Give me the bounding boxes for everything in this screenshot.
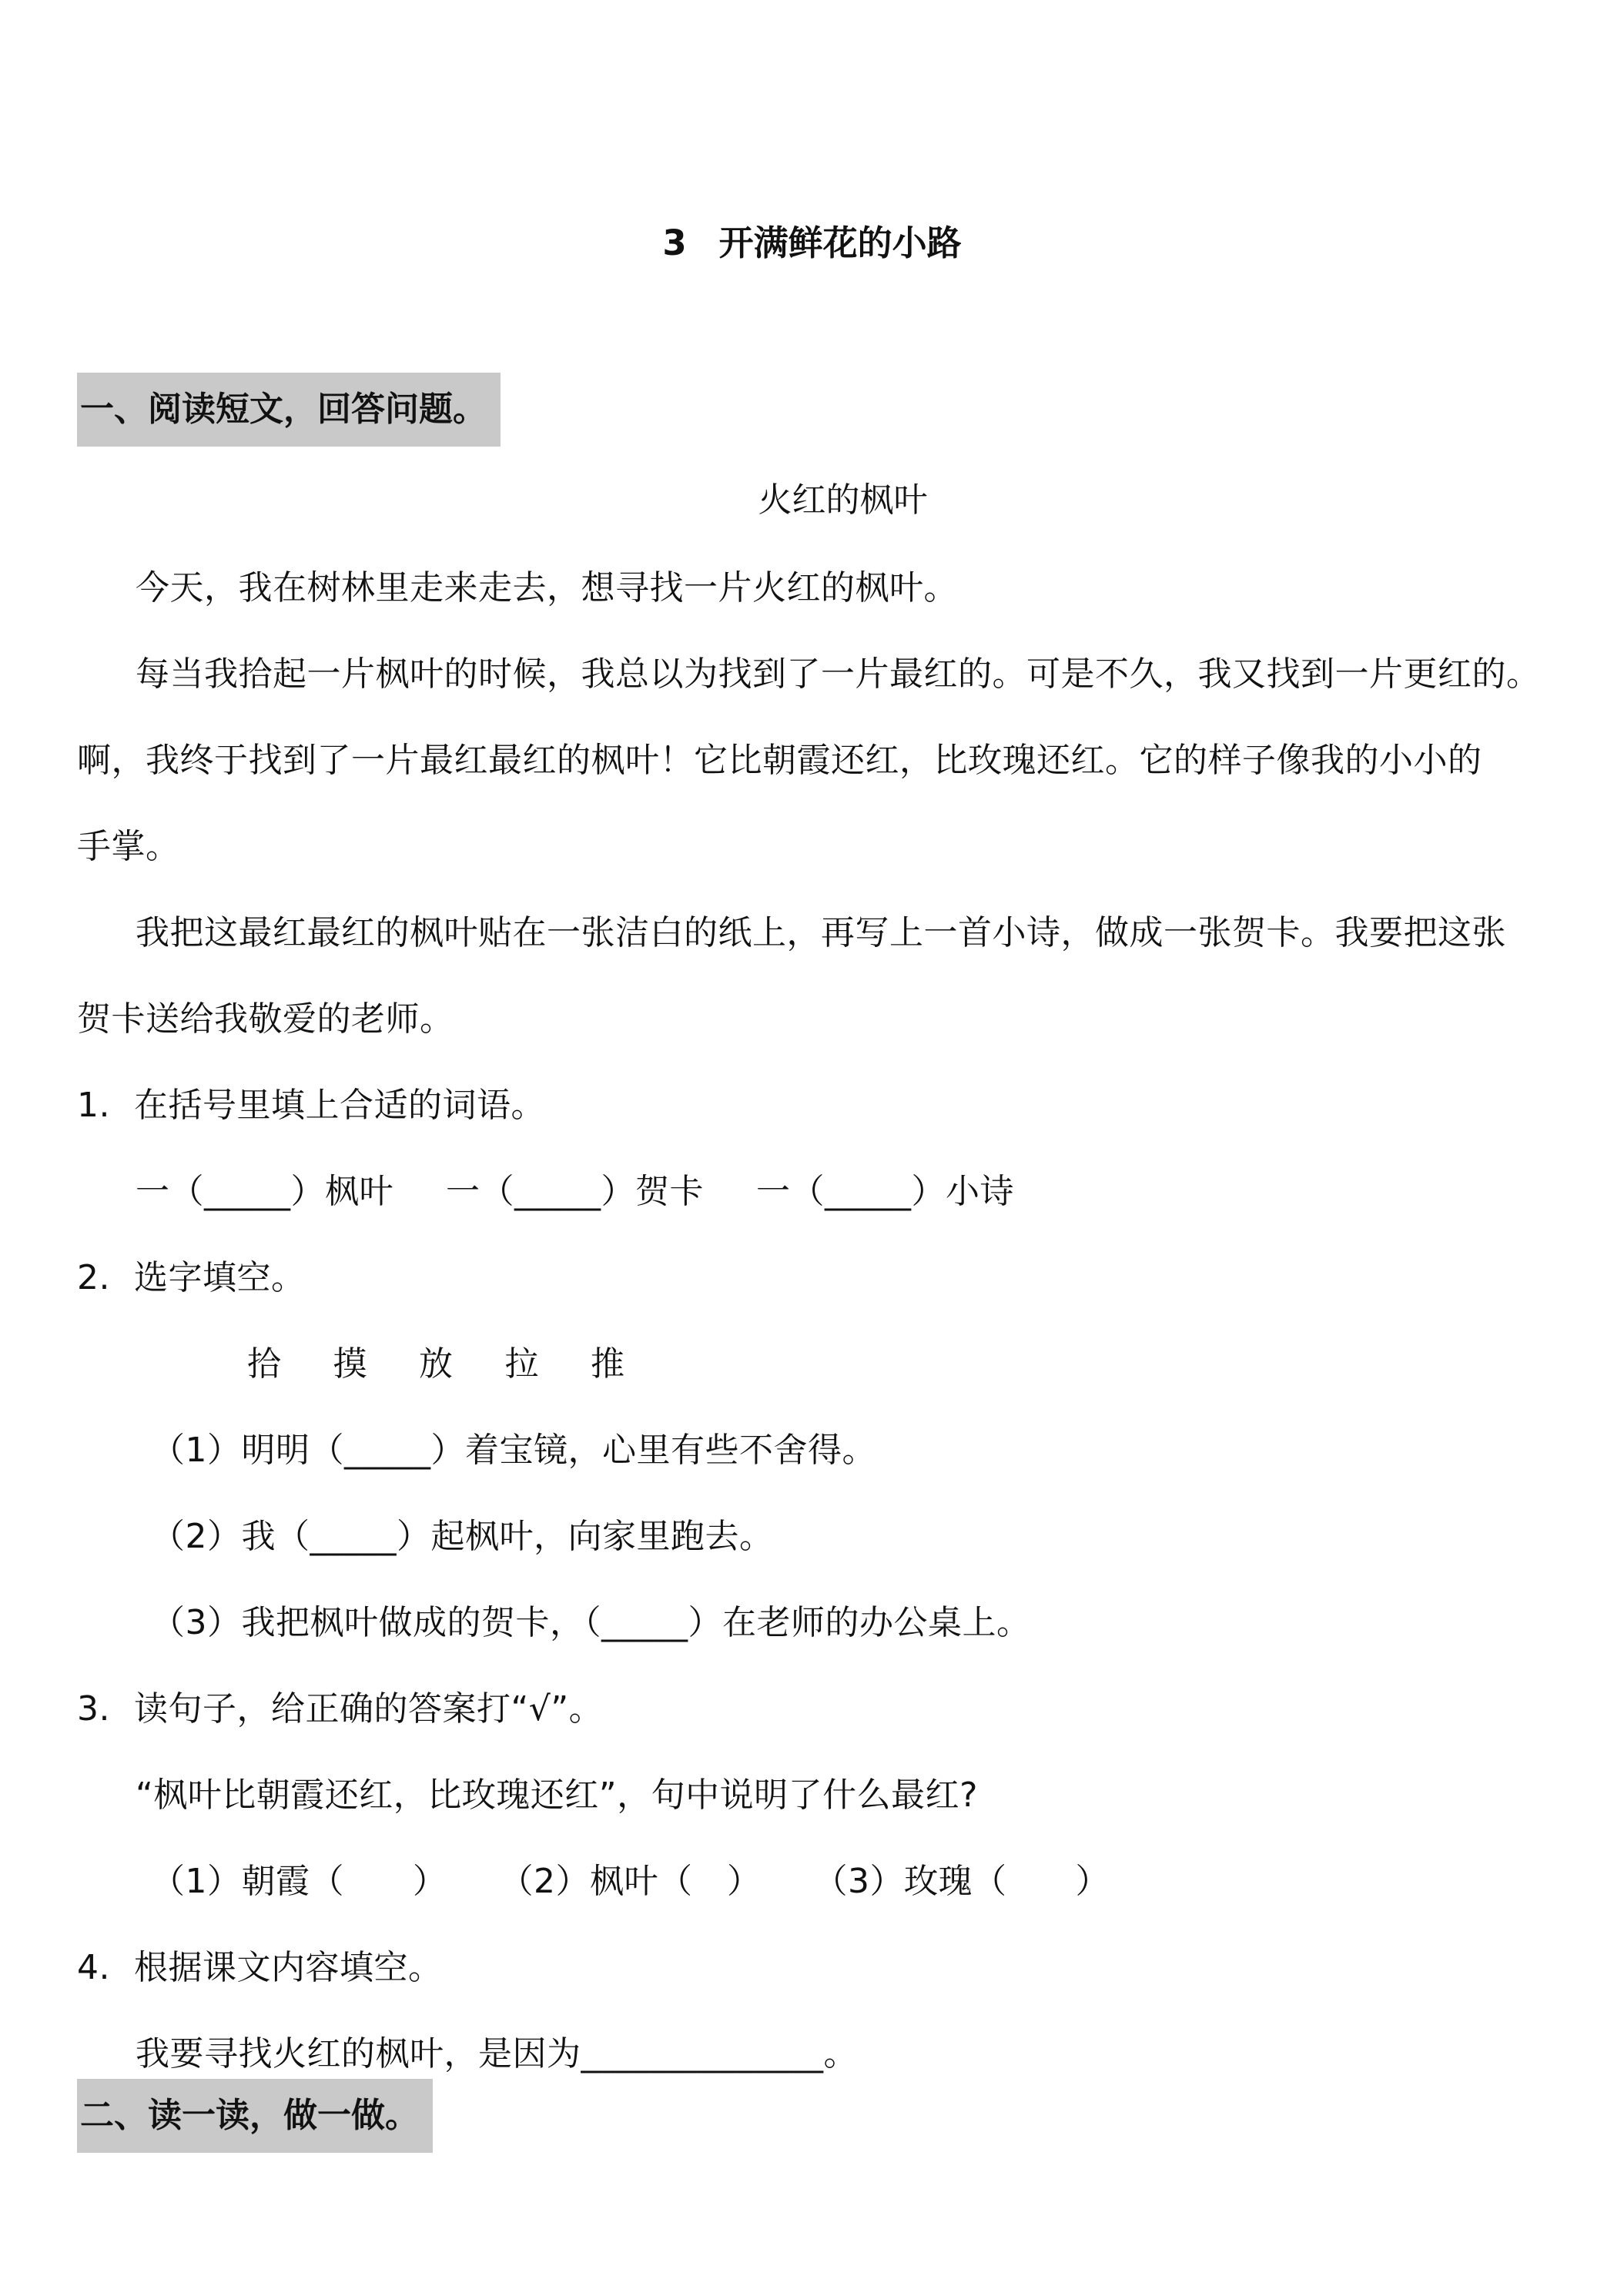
character-choice: 摸 xyxy=(333,1344,367,1384)
section-heading-practice: 二、读一读，做一做。 xyxy=(77,2079,433,2153)
question-number: 4. xyxy=(77,1948,110,1987)
question-4 xyxy=(77,1945,443,1991)
character-choice: 放 xyxy=(419,1344,454,1384)
question-4-fill[interactable]: 我要寻找火红的枫叶，是因为______________。 xyxy=(136,2034,858,2073)
passage-line: 啊，我终于找到了一片最红最红的枫叶！它比朝霞还红，比玫瑰还红。它的样子像我的小小的 xyxy=(77,741,1482,780)
passage-line: 今天，我在树林里走来走去，想寻找一片火红的枫叶。 xyxy=(136,568,958,607)
lesson-title xyxy=(0,219,1624,268)
question-3 xyxy=(77,1686,603,1732)
question-1 xyxy=(77,1083,545,1129)
question-text: 选字填空。 xyxy=(134,1258,306,1297)
passage-line: 每当我拾起一片枫叶的时候，我总以为找到了一片最红的。可是不久，我又找到一片更红的。 xyxy=(136,654,1541,694)
tick-option[interactable]: （3）玫瑰（ ） xyxy=(813,1862,1110,1901)
lesson-number: 3 xyxy=(662,223,687,263)
question-2 xyxy=(77,1255,306,1301)
passage-line: 贺卡送给我敬爱的老师。 xyxy=(77,999,454,1039)
question-1-blanks xyxy=(136,1169,1066,1215)
fill-blank-item[interactable]: 一（_____）贺卡 xyxy=(446,1172,704,1211)
question-text: 读句子，给正确的答案打“√”。 xyxy=(134,1689,604,1729)
question-number: 1. xyxy=(77,1086,110,1125)
fill-sentence[interactable]: （1）明明（_____）着宝镜，心里有些不舍得。 xyxy=(151,1431,876,1470)
question-number: 3. xyxy=(77,1689,110,1729)
section-heading-reading: 一、阅读短文，回答问题。 xyxy=(77,373,501,447)
lesson-title-text: 开满鲜花的小路 xyxy=(718,223,962,263)
question-number: 2. xyxy=(77,1258,110,1297)
question-text: 根据课文内容填空。 xyxy=(134,1948,443,1987)
passage-line: 我把这最红最红的枫叶贴在一张洁白的纸上，再写上一首小诗，做成一张贺卡。我要把这张 xyxy=(136,913,1506,952)
fill-sentence[interactable]: （3）我把枫叶做成的贺卡，（_____）在老师的办公桌上。 xyxy=(151,1603,1031,1642)
tick-option[interactable]: （1）朝霞（ ） xyxy=(151,1862,447,1901)
passage-line: 手掌。 xyxy=(77,827,180,866)
character-choice: 拾 xyxy=(247,1344,282,1384)
tick-option[interactable]: （2）枫叶（ ） xyxy=(499,1862,762,1901)
question-text: 在括号里填上合适的词语。 xyxy=(134,1086,545,1125)
question-3-prompt: “枫叶比朝霞还红，比玫瑰还红”，句中说明了什么最红? xyxy=(136,1776,978,1815)
passage-title: 火红的枫叶 xyxy=(758,480,928,520)
character-choice: 拉 xyxy=(504,1344,539,1384)
fill-sentence[interactable]: （2）我（_____）起枫叶，向家里跑去。 xyxy=(151,1517,774,1556)
fill-blank-item[interactable]: 一（_____）小诗 xyxy=(756,1172,1014,1211)
fill-blank-item[interactable]: 一（_____）枫叶 xyxy=(136,1172,393,1211)
character-choices xyxy=(247,1341,677,1387)
character-choice: 推 xyxy=(591,1344,625,1384)
question-3-options xyxy=(151,1859,1162,1905)
